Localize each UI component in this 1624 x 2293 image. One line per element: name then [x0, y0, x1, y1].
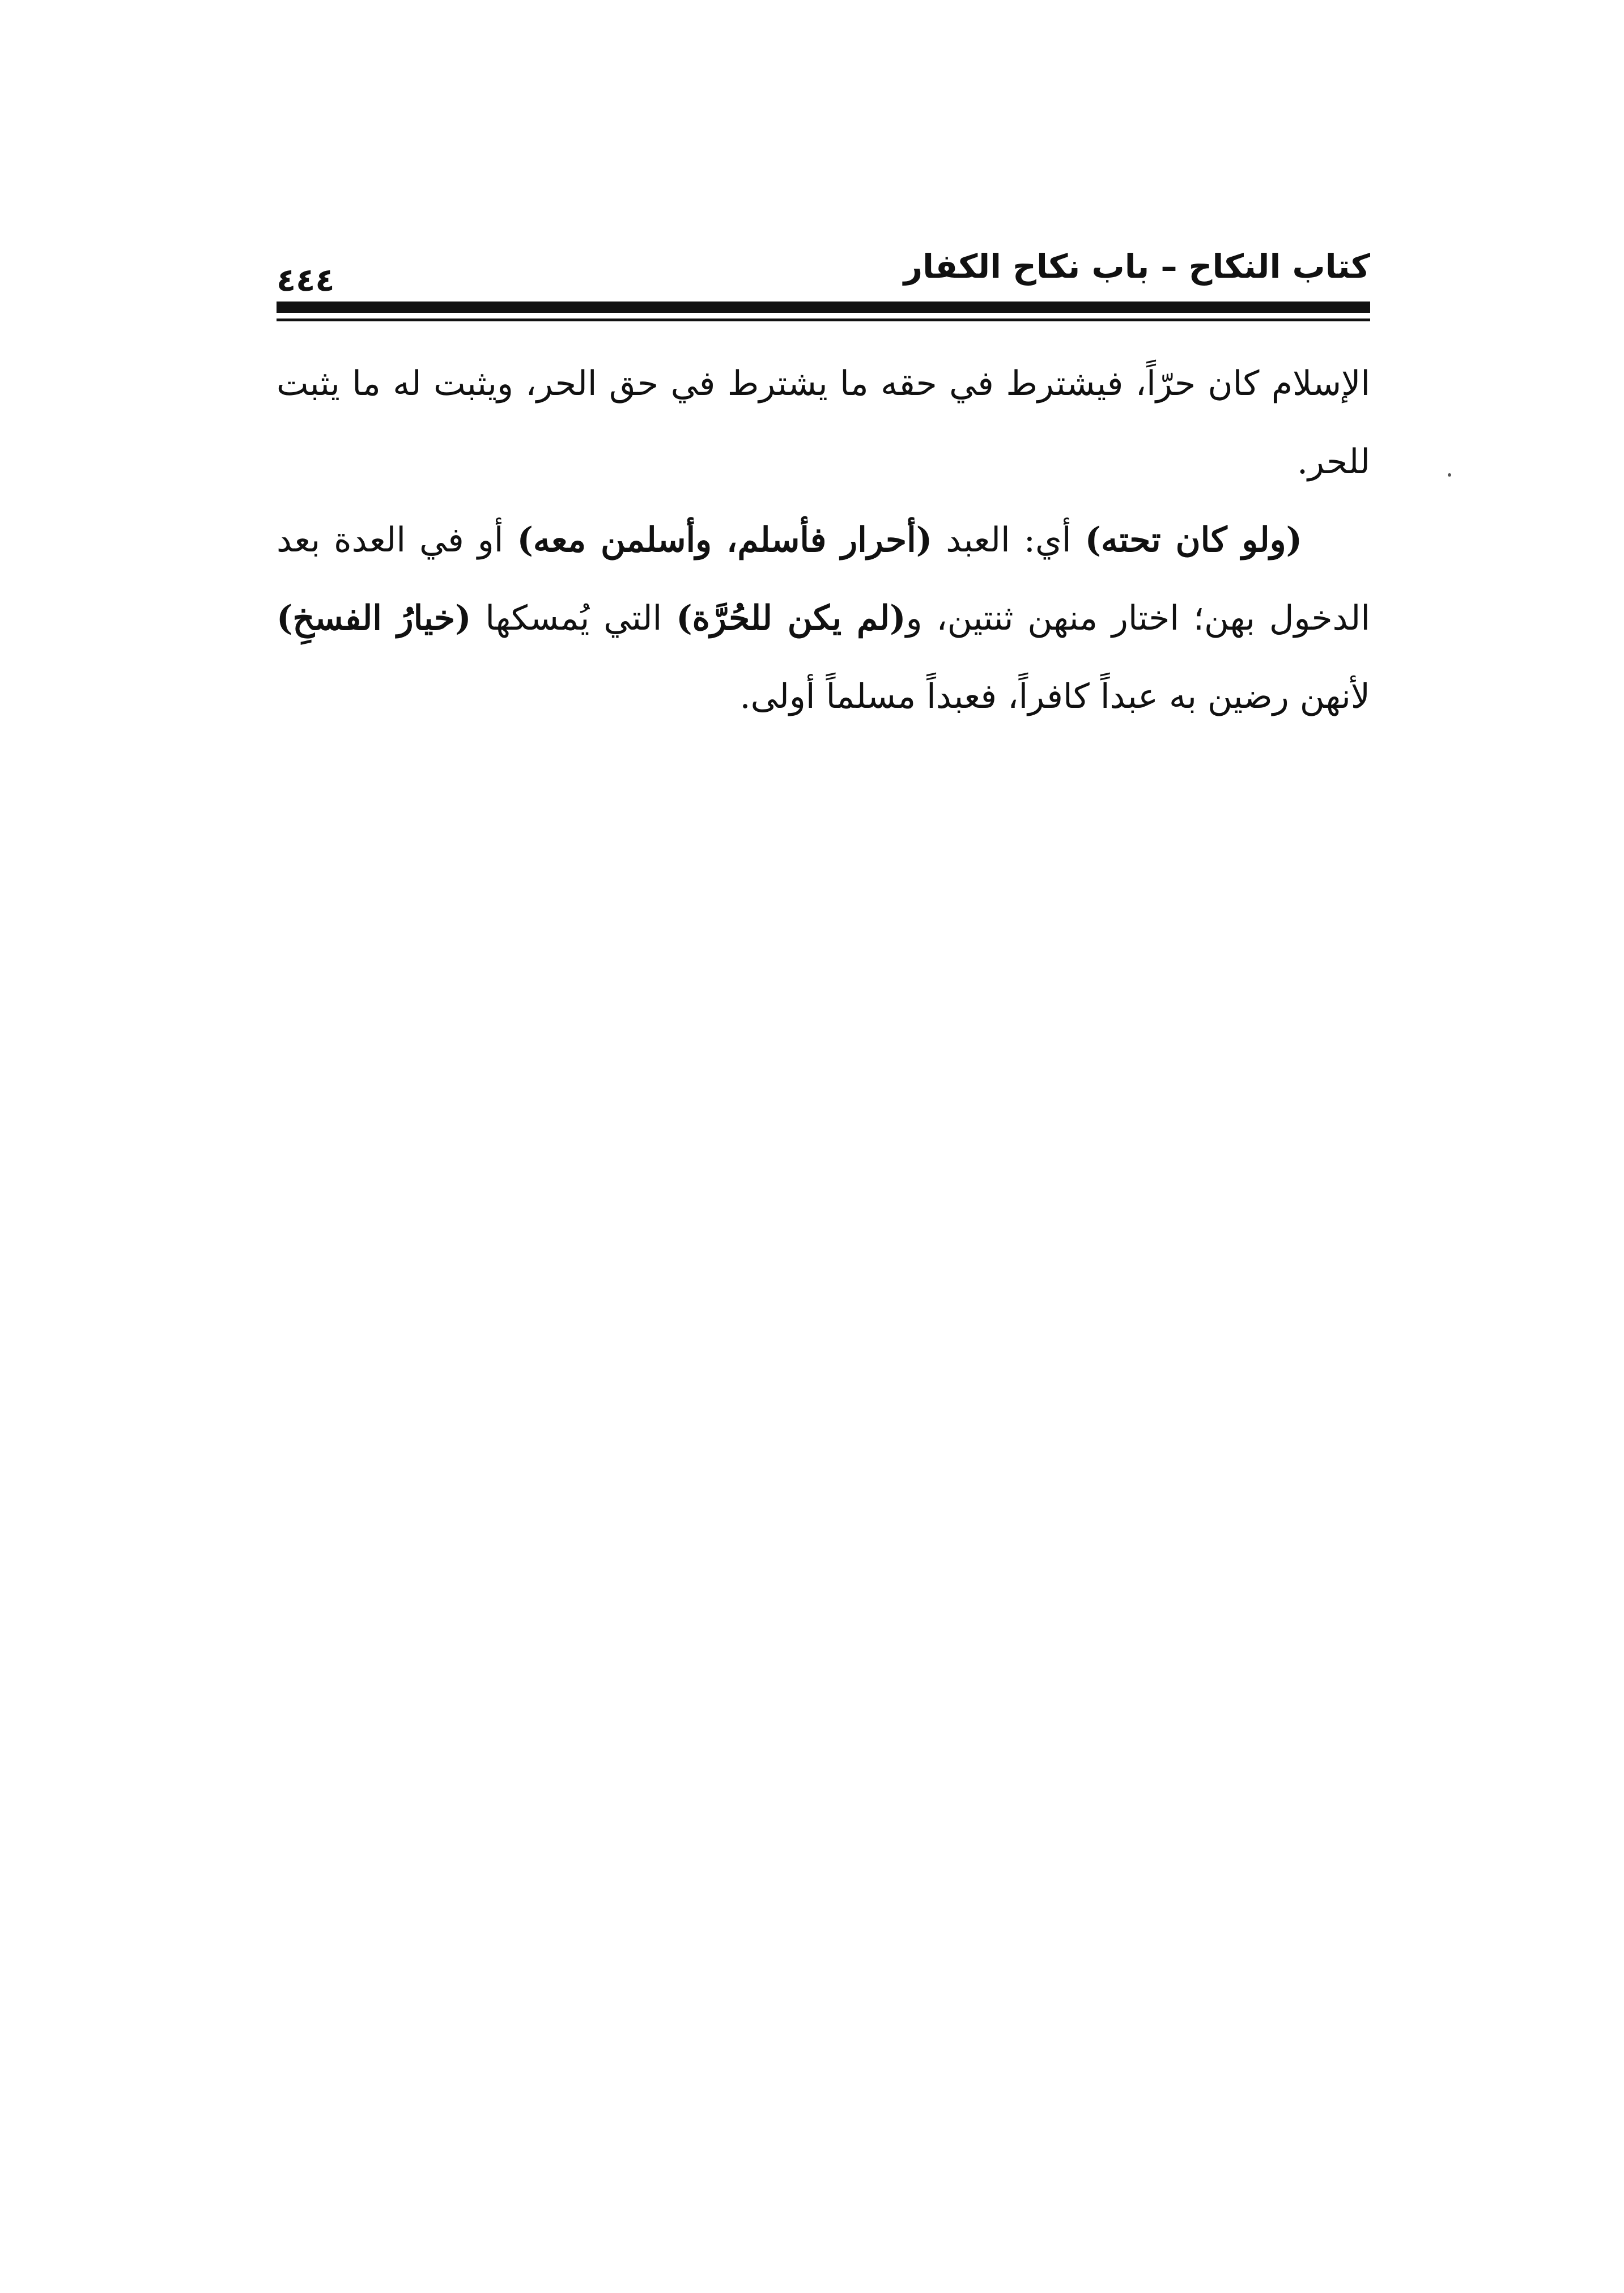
paragraph-continuation — [277, 345, 1370, 501]
paragraph-main — [277, 501, 1370, 736]
header-rule-thin — [277, 319, 1370, 321]
text-run: الإسلام كان حرّاً، فيشترط في حقه ما يشترط في حق الحر، ويثبت له ما يثبت للحر. — [277, 364, 1370, 482]
running-header — [277, 238, 1370, 300]
header-rule-thick — [277, 302, 1370, 313]
matn-quote: (خيارُ الفسخِ) — [277, 598, 471, 638]
commentary-text: التي يُمسكها — [471, 598, 677, 638]
commentary-text: أو في العدة بعد الدخول بهن؛ اختار منهن ثنتين، و — [277, 520, 1370, 638]
page-number: ٤٤٤ — [277, 262, 335, 299]
running-title: كتاب النكاح – باب نكاح الكفار — [903, 247, 1370, 286]
scan-speck — [1448, 473, 1451, 477]
body-text — [277, 345, 1370, 736]
commentary-text: أي: العبد — [932, 520, 1085, 560]
matn-quote: (أحرار فأسلم، وأسلمن معه) — [517, 520, 933, 560]
commentary-text: لأنهن رضين به عبداً كافراً، فعبداً مسلماً أولى. — [739, 677, 1370, 716]
matn-quote: (لم يكن للحُرَّة) — [676, 598, 906, 638]
matn-quote: (ولو كان تحته) — [1085, 520, 1303, 560]
